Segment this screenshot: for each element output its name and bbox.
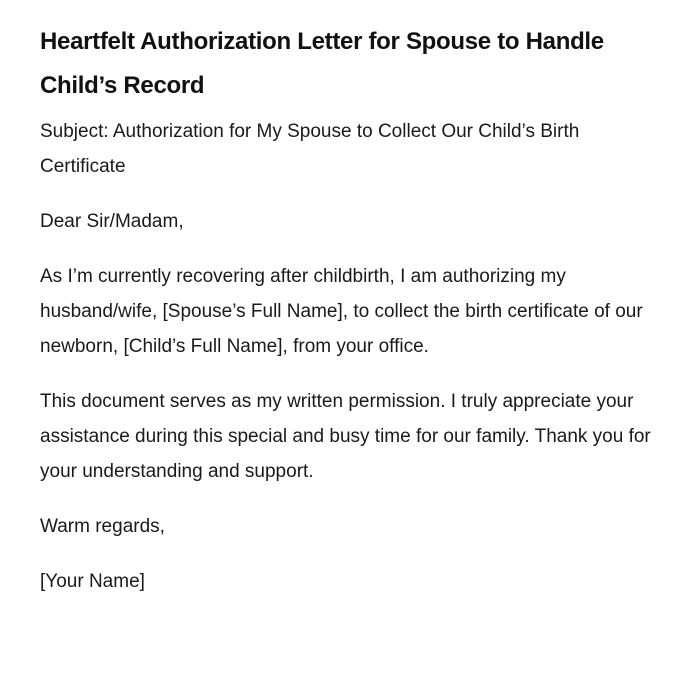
- letter-subject: Subject: Authorization for My Spouse to Collect Our Child’s Birth Certificate: [40, 121, 580, 177]
- letter-closing: Warm regards,: [40, 516, 165, 537]
- letter-body-paragraph-2: This document serves as my written permission. I truly appreciate your assistance during this special and busy time for our family. Thank you for your understanding and support.: [40, 391, 651, 482]
- letter-signature: [Your Name]: [40, 571, 145, 592]
- letter-body-paragraph-1: As I’m currently recovering after childbirth, I am authorizing my husband/wife, [Spouse’s Full Name], to collect the birth certificate of our newborn, [Child’s Full Name], from your office.: [40, 266, 643, 357]
- letter-title: Heartfelt Authorization Letter for Spouse to Handle Child’s Record: [40, 28, 604, 99]
- letter-salutation: Dear Sir/Madam,: [40, 211, 184, 232]
